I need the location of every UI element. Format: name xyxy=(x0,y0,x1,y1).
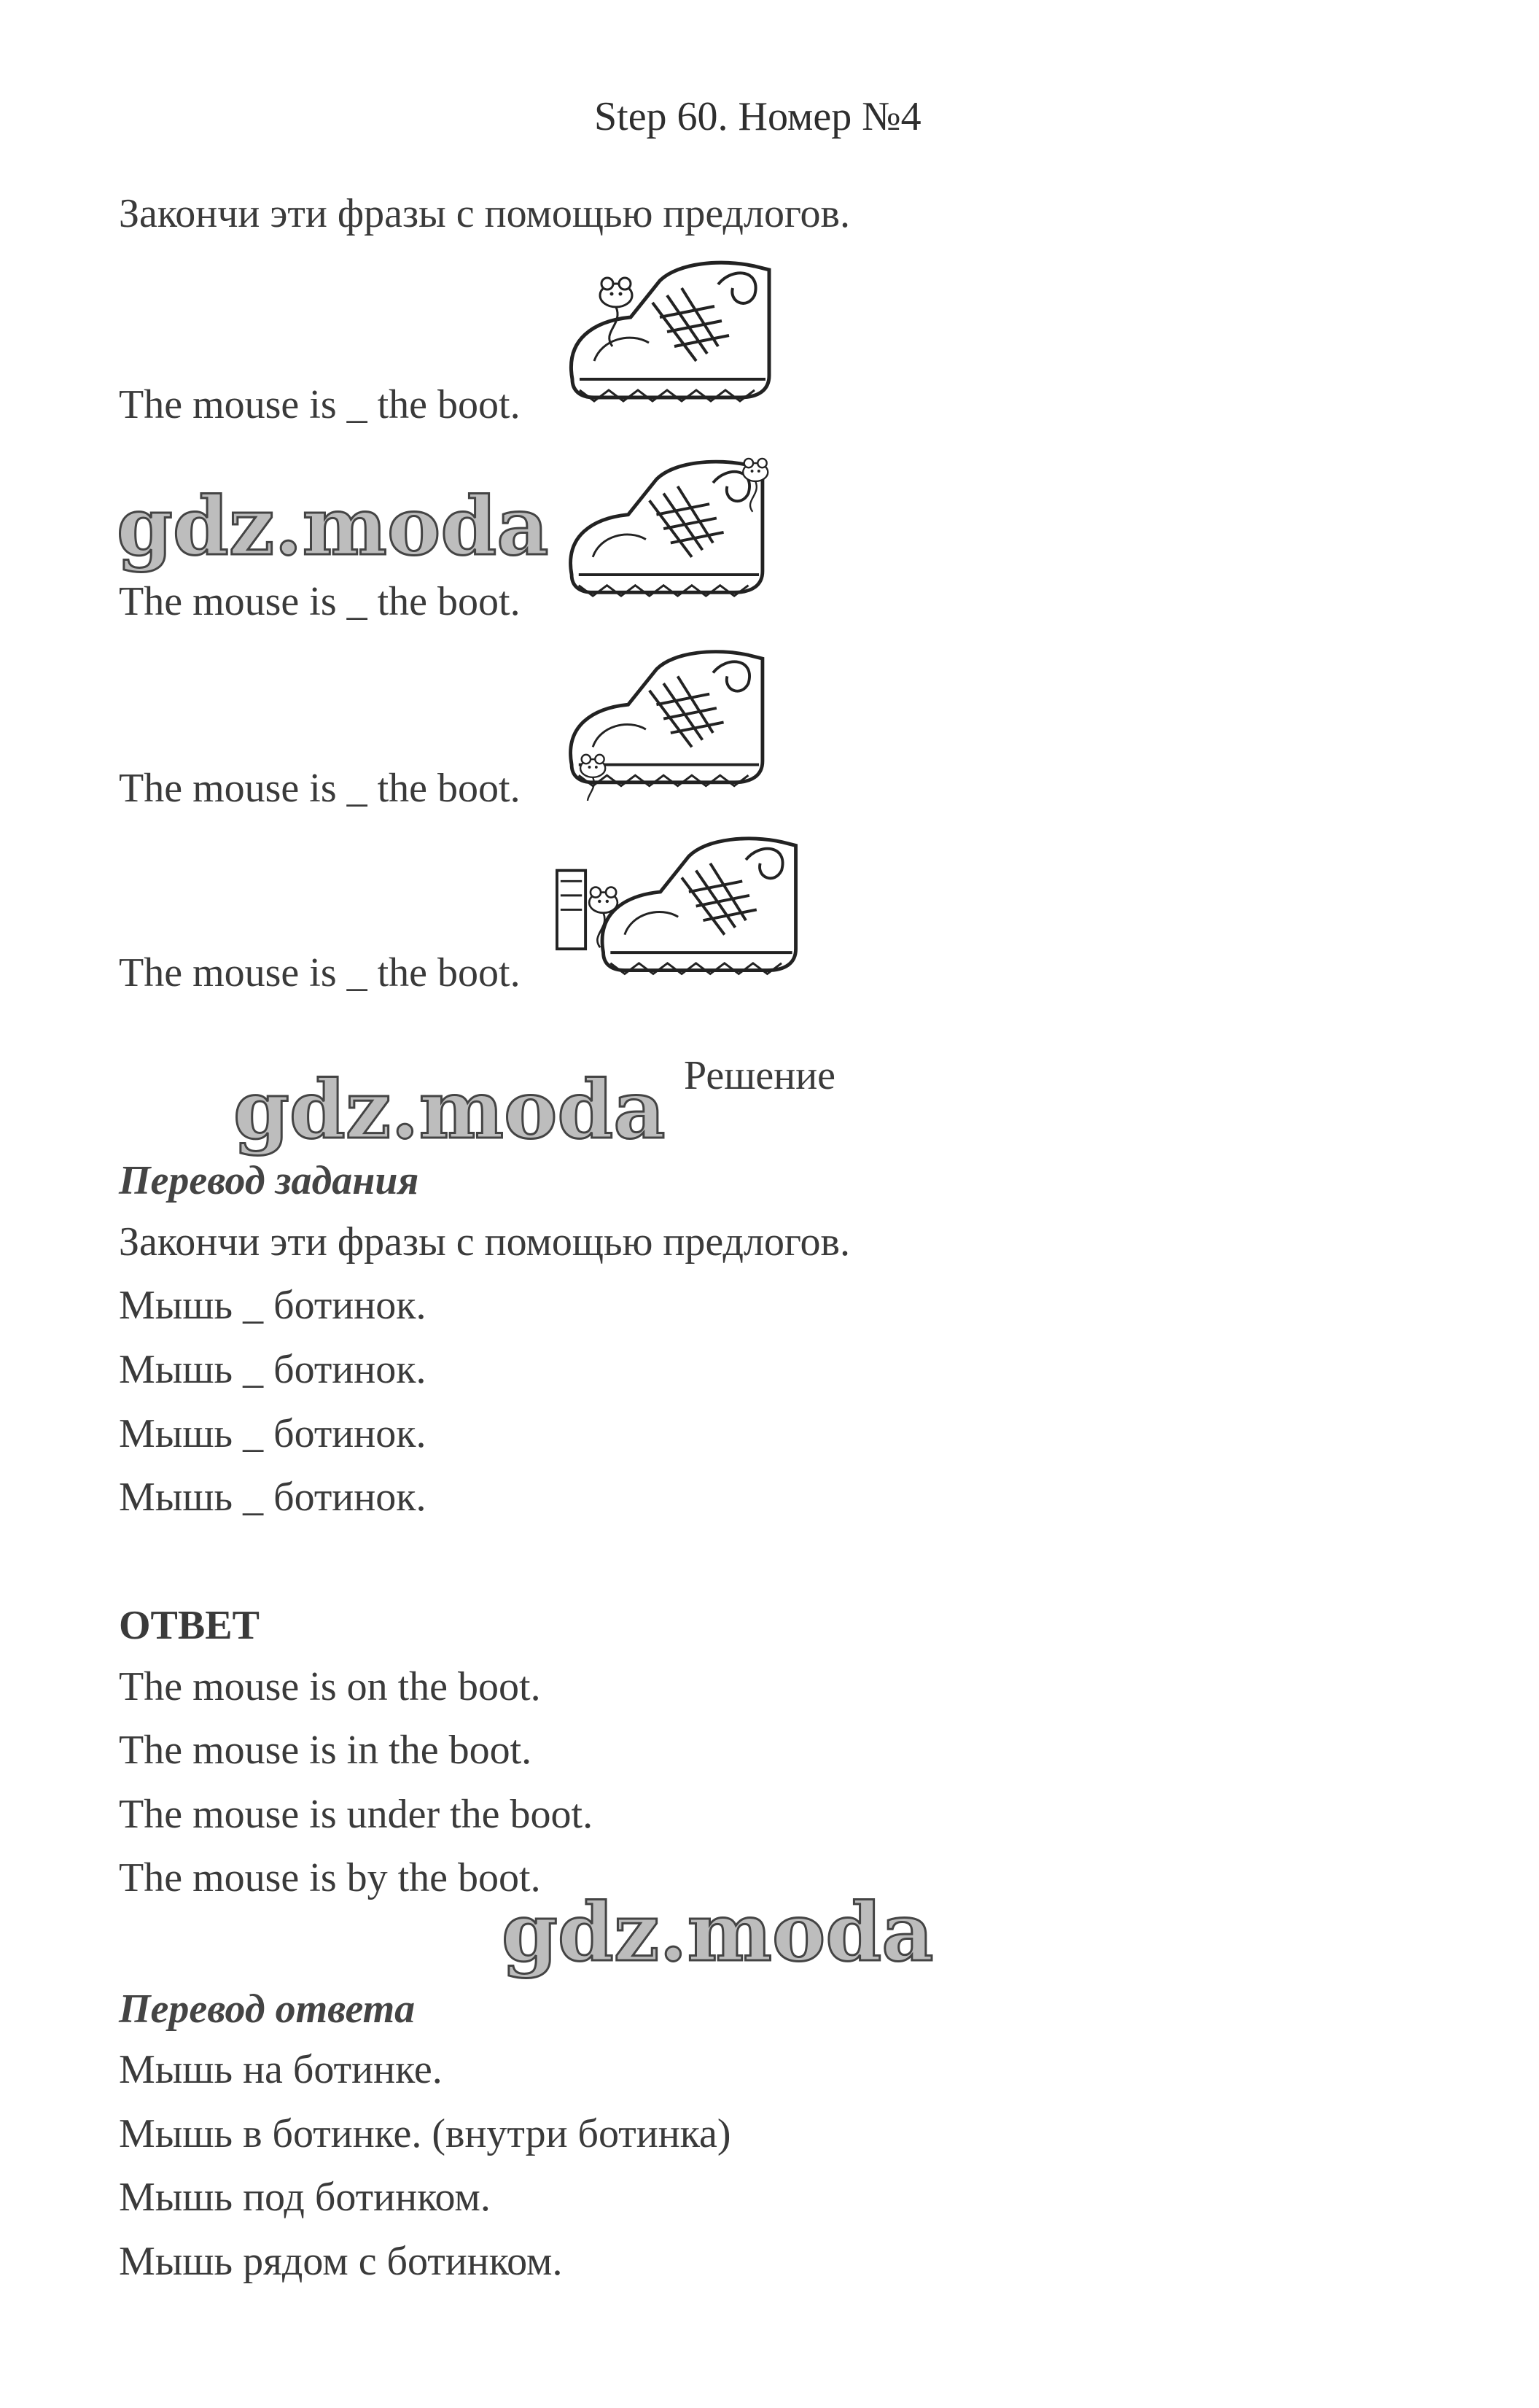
answer-translation-1: Мышь на ботинке. xyxy=(119,2047,443,2092)
translation-instruction: Закончи эти фразы с помощью предлогов. xyxy=(119,1219,850,1265)
translation-heading: Перевод задания xyxy=(119,1158,419,1203)
watermark-2 xyxy=(233,1063,666,1157)
answer-3: The mouse is under the boot. xyxy=(119,1792,593,1837)
task-sentence-4: The mouse is _ the boot. xyxy=(119,950,521,995)
translation-sentence-2: Мышь _ ботинок. xyxy=(119,1347,426,1392)
svg-text:gdz.moda: gdz.moda xyxy=(502,1885,934,1979)
task-sentence-2: The mouse is _ the boot. xyxy=(119,579,521,624)
task-instruction: Закончи эти фразы с помощью предлогов. xyxy=(119,191,850,236)
answer-translation-heading: Перевод ответа xyxy=(119,1986,416,2032)
answer-translation-4: Мышь рядом с ботинком. xyxy=(119,2239,563,2284)
translation-sentence-3: Мышь _ ботинок. xyxy=(119,1411,426,1456)
svg-text:gdz.moda: gdz.moda xyxy=(233,1063,666,1157)
translation-sentence-4: Мышь _ ботинок. xyxy=(119,1475,426,1520)
watermark-3 xyxy=(502,1885,939,1979)
svg-text:gdz.moda: gdz.moda xyxy=(117,479,549,573)
boot-picture-mouse-in xyxy=(550,448,784,613)
answer-translation-2: Мышь в ботинке. (внутри ботинка) xyxy=(119,2111,731,2156)
watermark-1 xyxy=(117,479,549,573)
boot-picture-mouse-by xyxy=(550,828,820,988)
page-title: Step 60. Номер №4 xyxy=(594,94,922,139)
boot-picture-mouse-under xyxy=(550,640,784,801)
answer-heading: ОТВЕТ xyxy=(119,1603,260,1648)
answer-translation-3: Мышь под ботинком. xyxy=(119,2175,491,2220)
answer-2: The mouse is in the boot. xyxy=(119,1728,532,1773)
task-sentence-3: The mouse is _ the boot. xyxy=(119,766,521,811)
solution-heading: Решение xyxy=(684,1053,836,1098)
translation-sentence-1: Мышь _ ботинок. xyxy=(119,1283,426,1328)
task-sentence-1: The mouse is _ the boot. xyxy=(119,382,521,427)
answer-4: The mouse is by the boot. xyxy=(119,1855,541,1900)
answer-1: The mouse is on the boot. xyxy=(119,1664,541,1709)
boot-picture-mouse-on xyxy=(550,252,791,416)
